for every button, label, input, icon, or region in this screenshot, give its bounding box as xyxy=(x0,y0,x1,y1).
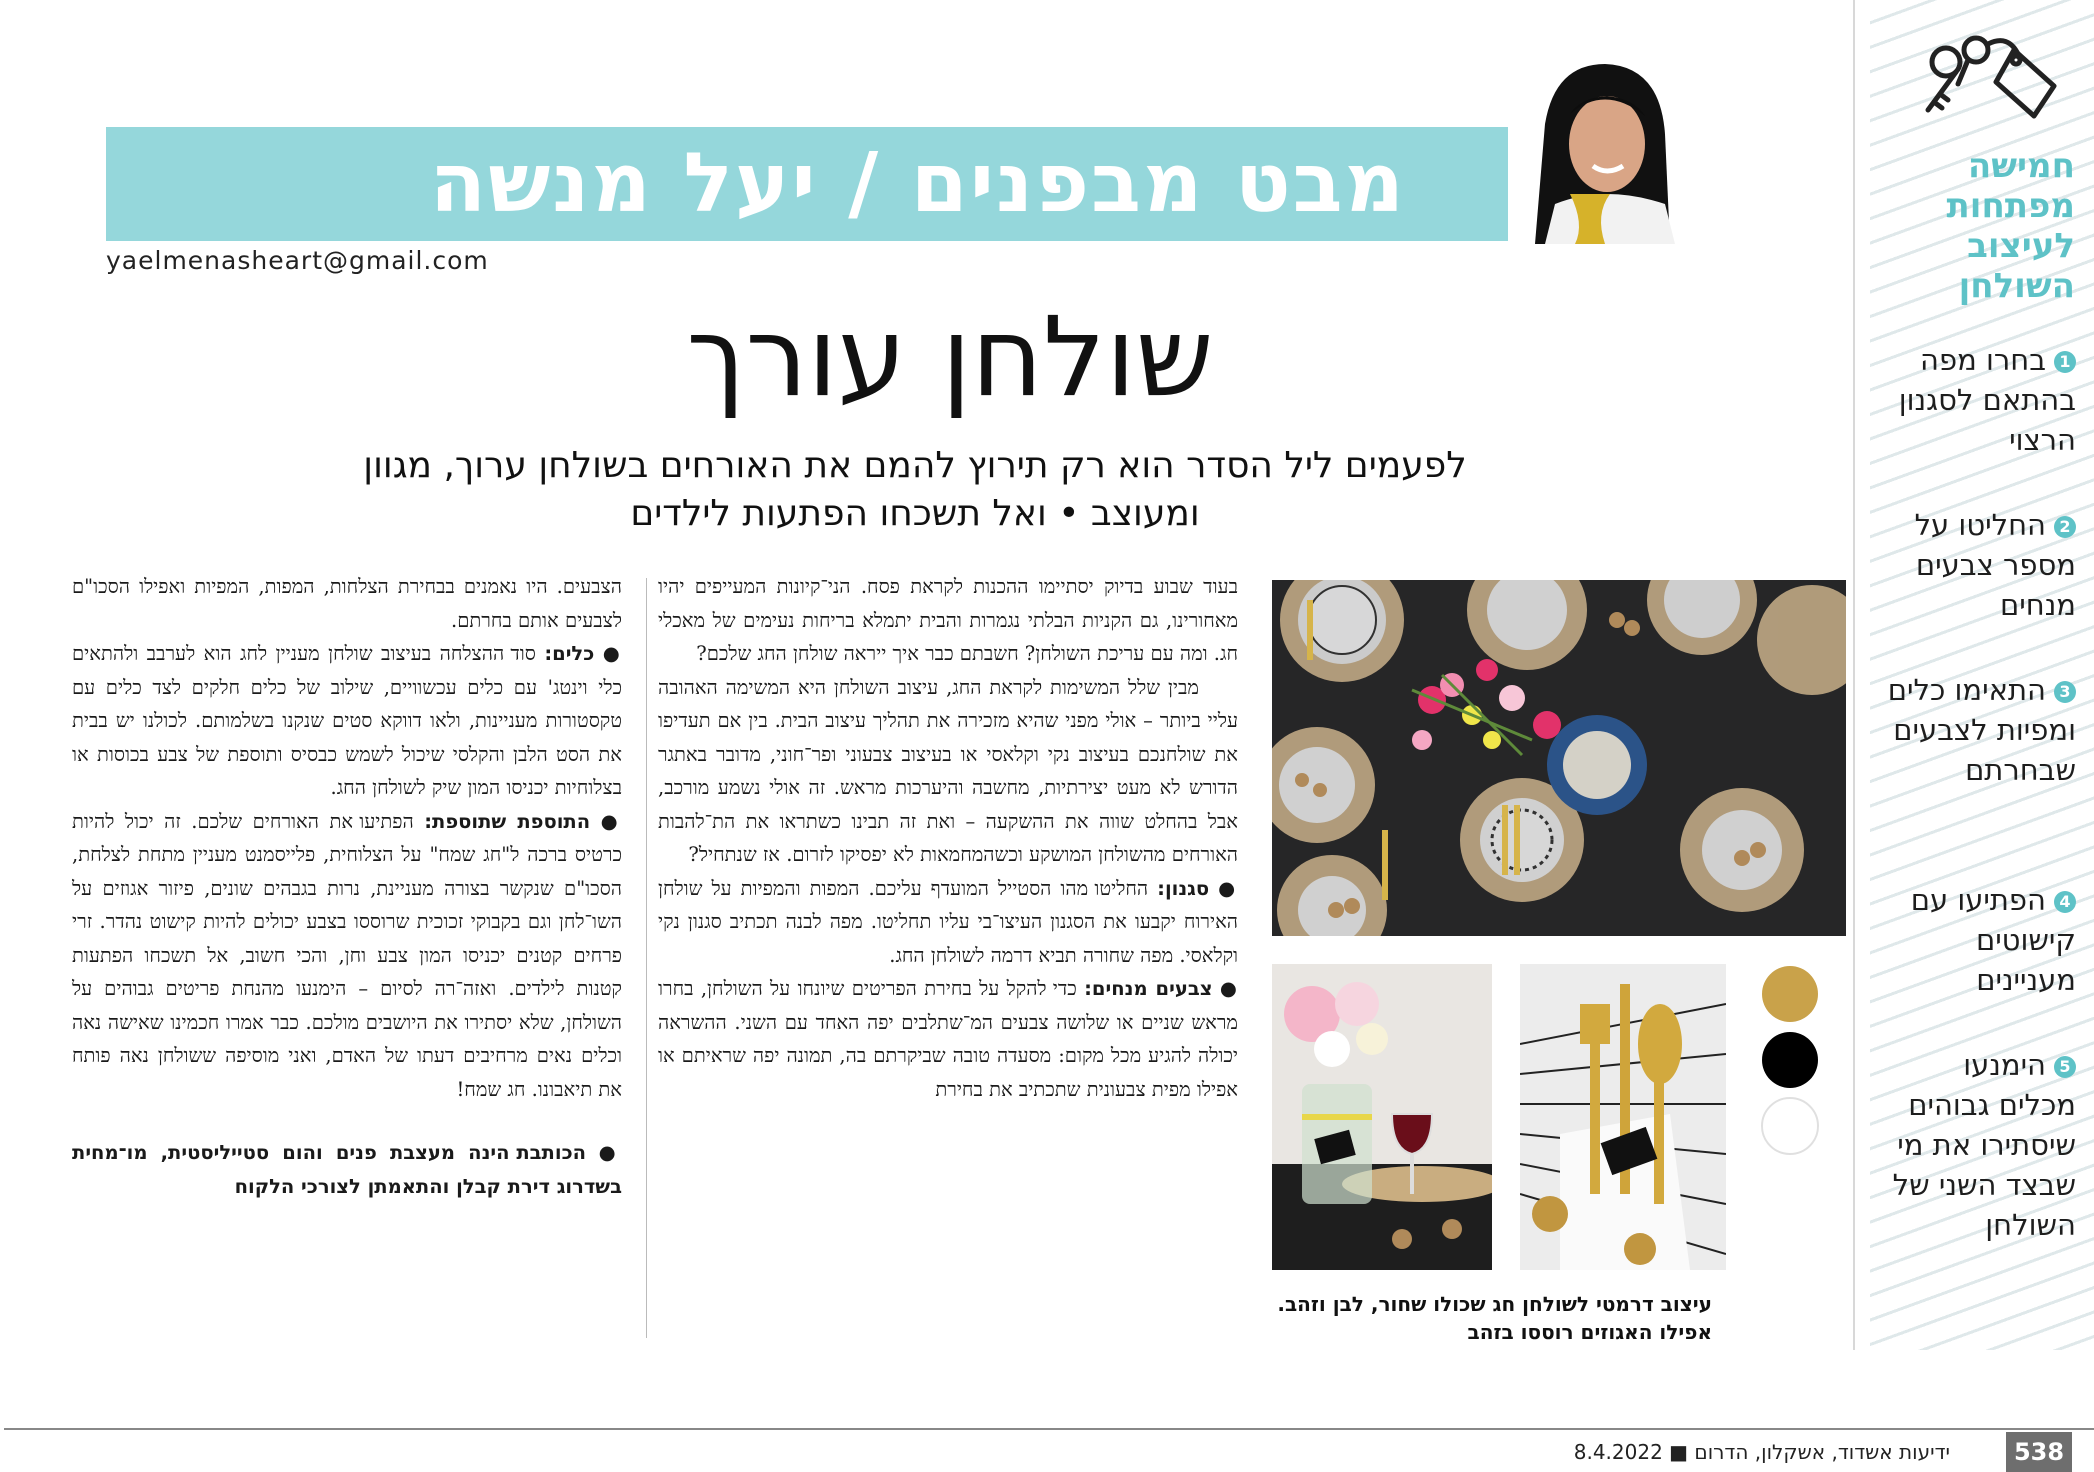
tip-text: הפתיעו עם קישוטים מעניינים xyxy=(1910,883,2076,997)
sidebar-divider xyxy=(1853,0,1855,1350)
bullet-text: כדי להקל על בחירת הפריטים שיונחו על השולחן, בחרו מראש שניים או שלושה צבעים המ־שתלבים יפה האחד עם השני. ההשראה יכולה להגיע מכל מקום: מסעדה טובה שביקרתם בה, תמונה יפה שראיתם או אפילו מפית צבעונית שתכתיב את בחירת xyxy=(658,977,1238,1101)
tip-number: 5 xyxy=(2054,1056,2076,1078)
photo-caption: עיצוב דרמטי לשולחן חג שכולו שחור, לבן וזהב. אפילו האגוזים רוססו בזהב xyxy=(1277,1292,1712,1344)
keys-tag-icon xyxy=(1918,24,2068,124)
paragraph: בעוד שבוע בדיוק יסתיימו ההכנות לקראת פסח. הני־קיונות המעייפים יהיו מאחורינו, גם הקניות הבלתי נגמרות והבית יתמלא בריחות נעימים של מאכלי חג. ומה עם עריכת השולחן? חשבתם כבר איך ייראה שולחן החג שלכם? xyxy=(658,575,1238,665)
author-email: yaelmenasheart@gmail.com xyxy=(106,246,489,275)
paragraph: הצבעים. היו נאמנים בבחירת הצלחות, המפות, המפיות ואפילו הסכו"ם לצבעים אותם בחרתם. xyxy=(72,575,622,632)
bullet-text: סוד ההצלחה בעיצוב שולחן מעניין לחג הוא לערבב ולהתאים כלי וינטג' עם כלים עכשוויים, שילוב של כלים חלקים לצד כלים עם טקסטורות מעניינות, ולאו דווקא סטים שנקנו בשלמותם. לכולנו יש בבית את הסט הלבן והקלסי שיכול לשמש כבסיס ותוספת של צבע בכוסות או בצלוחיות יכניסו המון שיק לשולחן החג. xyxy=(72,642,622,799)
tip-3 xyxy=(1880,670,2076,790)
article-column-left xyxy=(72,570,622,1340)
bullet-label: צבעים מנחים: xyxy=(1084,977,1213,1000)
bullet-paragraph: ● צבעים מנחים: כדי להקל על בחירת הפריטים שיונחו על השולחן, בחרו מראש שניים או שלושה צבעים המ־שתלבים יפה האחד עם השני. ההשראה יכולה להגיע מכל מקום: מסעדה טובה שביקרתם בה, תמונה יפה שראיתם או אפילו מפית צבעונית שתכתיב את בחירת xyxy=(658,977,1238,1101)
bullet-paragraph: ● סגנון: החליטו מהו הסטייל המועדף עליכם. המפות והמפיות על שולחן האירוח יקבעו את הסגנון העיצו־בי עליו תחליטו. מפה לבנה תכתיב סגנון נקי וקלאסי. מפה שחורה תביא דרמה לשולחן החג. xyxy=(658,876,1238,967)
tip-text: בחרו מפה בהתאם לסגנון הרצוי xyxy=(1898,343,2076,457)
author-portrait xyxy=(1515,54,1685,244)
tip-text: החליטו על מספר צבעים מנחים xyxy=(1914,508,2076,622)
article-column-middle xyxy=(658,570,1238,1340)
tip-2 xyxy=(1880,505,2076,625)
tip-number: 4 xyxy=(2054,891,2076,913)
column-title: מבט מבפנים / יעל מנשה xyxy=(429,136,1406,231)
article-subhead: לפעמים ליל הסדר הוא רק תירוץ להמם את האורחים בשולחן ערוך, מגוון ומעוצב • ואל תשכחו הפתעות לילדים xyxy=(363,445,1467,534)
column-divider xyxy=(646,578,647,1338)
main-table-photo xyxy=(1272,580,1846,936)
bullet-label: התוספת שתוספת: xyxy=(424,809,591,833)
tip-text: התאימו כלים ומפיות לצבעים שבחרתם xyxy=(1887,673,2076,787)
tip-1 xyxy=(1880,340,2076,460)
author-note-text: הכותבת הינה מעצבת פנים והום סטייליסטית, מו־מחית בשדרוג דירת קבלן והתאמתן לצורכי הלקוח xyxy=(72,1141,622,1198)
tip-number: 1 xyxy=(2054,351,2076,373)
bullet-label: כלים: xyxy=(544,642,595,665)
bullet-text: החליטו מהו הסטייל המועדף עליכם. המפות והמפיות על שולחן האירוח יקבעו את הסגנון העיצו־בי עליו תחליטו. מפה לבנה תכתיב סגנון נקי וקלאסי. מפה שחורה תביא דרמה לשולחן החג. xyxy=(658,876,1238,967)
tip-5 xyxy=(1880,1045,2076,1245)
tip-text: הימנעו מכלים גבוהים שיסתירו את מי שבצד השני של השולחן xyxy=(1892,1048,2076,1242)
footer-rule xyxy=(4,1428,2094,1430)
bullet-paragraph: ● כלים: סוד ההצלחה בעיצוב שולחן מעניין לחג הוא לערבב ולהתאים כלי וינטג' עם כלים עכשוויים, שילוב של כלים חלקים לצד כלים עם טקסטורות מעניינות, ולאו דווקא סטים שנקנו בשלמותם. לכולנו יש בבית את הסט הלבן והקלסי שיכול לשמש כבסיס ותוספת של צבע בכוסות או בצלוחיות יכניסו המון שיק לשולחן החג. xyxy=(72,642,622,799)
bullet-text: הפתיעו את האורחים שלכם. זה יכול להיות כרטיס ברכה ל"חג שמח" על הצלוחית, פלייסמנט מעניין מתחת לצלחת, הסכו"ם שנקשר בצורה מעניינת, נרות בגבהים שונים, פיזור אגוזים על השו־לחן וגם בקבוקי זכוכית שרוססו בצבע יכולים להיות קישוט נהדר. זרי פרחים קטנים יכניסו המון צבע וחן, והכי חשוב, אל תשכחו הפתעות קטנות לילדים. ואזה־רה לסיום – הימנעו מהנחת פריטים גבוהים על השולחן, שלא יסתירו את היושבים מולכם. כבר אמרו חכמינו שאישה נאה וכלים נאים מרחיבים דעתו של האדם, ואני מוסיפה ששולחן נאה פותח את תיאבונו. חג שמח! xyxy=(72,809,622,1101)
paragraph: מבין שלל המשימות לקראת החג, עיצוב השולחן היא המשימה האהובה עליי ביותר – אולי מפני שהיא מזכירה את תהליך עיצוב הבית. בין אם תעדיפו את שולחנכם בעיצוב נקי וקלאסי או בעיצוב צבעוני ופר־חוני, מדובר באתגר הדורש לא מעט יצירתיות, מחשבה והיערכות מראש. זה אולי נשמע מורכב, אבל בהחלט שווה את ההשקעה – ואת זה תבינו כשתראו את הת־להבות האורחים מהשולחן המושקע וכשהמחמאות לא יפסיקו לזרום. אז שנתחיל? xyxy=(658,675,1238,866)
color-palette-swatches xyxy=(1752,964,1828,1164)
bullet-label: סגנון: xyxy=(1157,876,1210,900)
author-note: ● הכותבת הינה מעצבת פנים והום סטייליסטית, מו־מחית בשדרוג דירת קבלן והתאמתן לצורכי הלקוח xyxy=(72,1141,622,1198)
article-headline: שולחן עורך xyxy=(686,293,1214,421)
gold-cutlery-photo xyxy=(1520,964,1726,1270)
tip-4 xyxy=(1880,880,2076,1000)
footer-publication: ידיעות אשדוד, אשקלון, הדרום ■ 8.4.2022 xyxy=(1573,1440,1950,1464)
tip-number: 3 xyxy=(2054,681,2076,703)
sidebar-title: חמישה מפתחות לעיצוב השולחן xyxy=(1946,146,2075,306)
flowers-vase-photo xyxy=(1272,964,1492,1270)
bullet-paragraph: ● התוספת שתוספת: הפתיעו את האורחים שלכם. זה יכול להיות כרטיס ברכה ל"חג שמח" על הצלוחית, פלייסמנט מעניין מתחת לצלחת, הסכו"ם שנקשר בצורה מעניינת, נרות בגבהים שונים, פיזור אגוזים על השו־לחן וגם בקבוקי זכוכית שרוססו בצבע יכולים להיות קישוט נהדר. זרי פרחים קטנים יכניסו המון צבע וחן, והכי חשוב, אל תשכחו הפתעות קטנות לילדים. ואזה־רה לסיום – הימנעו מהנחת פריטים גבוהים על השולחן, שלא יסתירו את היושבים מולכם. כבר אמרו חכמינו שאישה נאה וכלים נאים מרחיבים דעתו של האדם, ואני מוסיפה ששולחן נאה פותח את תיאבונו. חג שמח! xyxy=(72,809,622,1101)
tip-number: 2 xyxy=(2054,516,2076,538)
page-number: 538 xyxy=(2006,1432,2072,1472)
